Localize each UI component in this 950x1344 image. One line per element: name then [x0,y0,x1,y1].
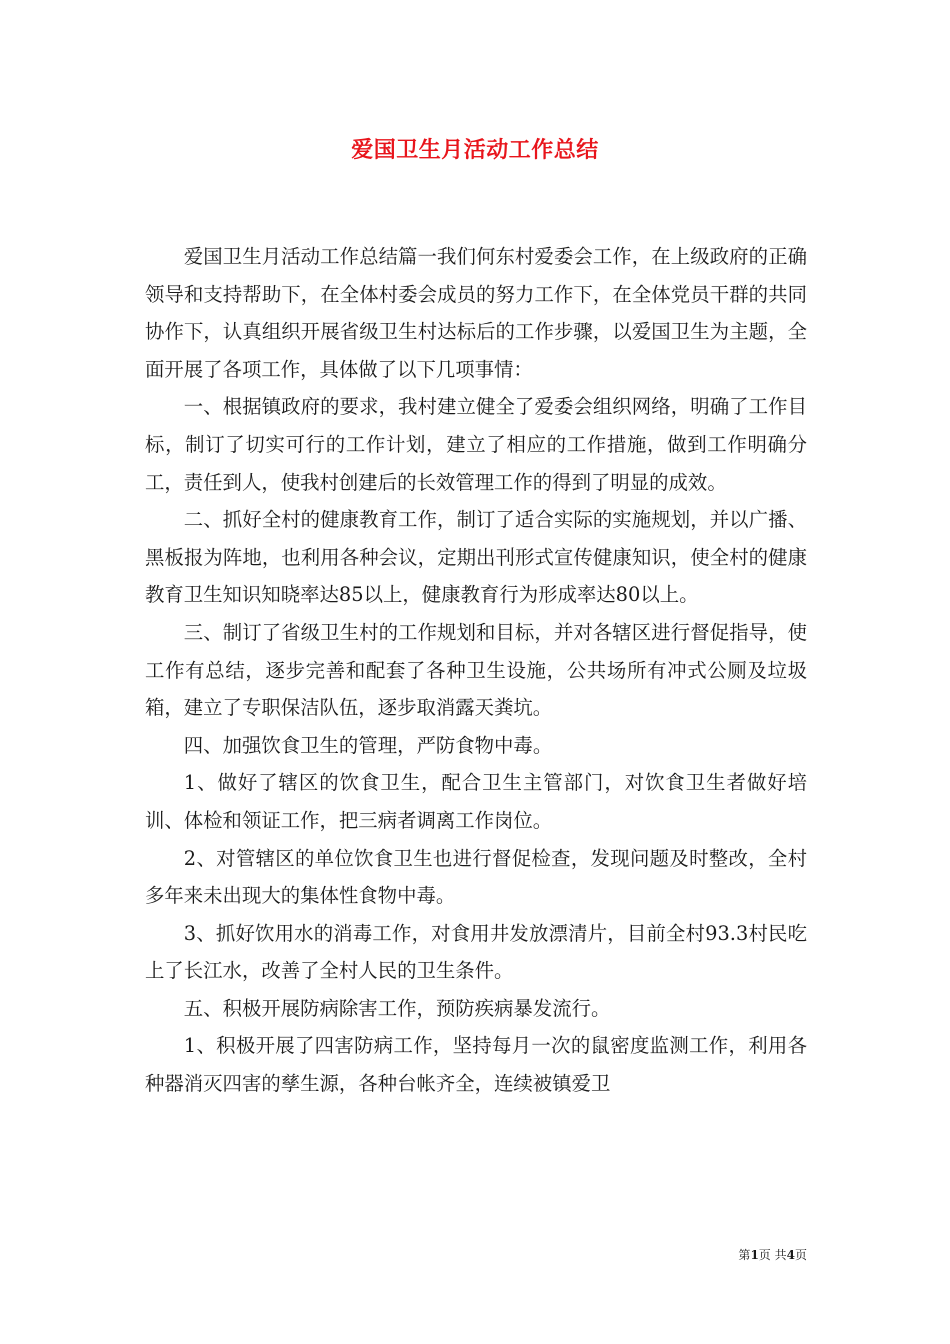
document-title: 爱国卫生月活动工作总结 [351,138,599,163]
paragraph-section-1: 一、根据镇政府的要求，我村建立健全了爱委会组织网络，明确了工作目标，制订了切实可行的工作计划，建立了相应的工作措施，做到工作明确分工，责任到人，使我村创建后的长效管理工作的得到了明显的成效。 [145,395,807,494]
paragraph-section-2: 二、抓好全村的健康教育工作，制订了适合实际的实施规划，并以广播、黑板报为阵地，也利用各种会议，定期出刊形式宣传健康知识，使全村的健康教育卫生知识知晓率达85以上，健康教育行为形成率达80以上。 [145,508,807,607]
paragraph-section-3: 三、制订了省级卫生村的工作规划和目标，并对各辖区进行督促指导，使工作有总结，逐步完善和配套了各种卫生设施，公共场所有冲式公厕及垃圾箱，建立了专职保洁队伍，逐步取消露天粪坑。 [145,620,807,720]
footer-prefix: 第 [738,1248,751,1262]
paragraph-section-4-item-2: 2、对管辖区的单位饮食卫生也进行督促检查，发现问题及时整改，全村多年来未出现大的集体性食物中毒。 [145,846,807,908]
paragraph-section-5-item-1: 1、积极开展了四害防病工作，坚持每月一次的鼠密度监测工作，利用各种器消灭四害的孳生源，各种台帐齐全，连续被镇爱卫 [145,1034,807,1096]
paragraph-section-5: 五、积极开展防病除害工作，预防疾病暴发流行。 [183,996,611,1020]
page-footer [738,1246,807,1263]
paragraph-section-4: 四、加强饮食卫生的管理，严防食物中毒。 [183,733,553,757]
footer-suffix: 页 [794,1248,807,1262]
footer-page-number: 1 [750,1248,759,1262]
document-body [145,238,807,1103]
footer-middle: 页 共 [758,1248,787,1262]
paragraph-section-4-item-1: 1、做好了辖区的饮食卫生，配合卫生主管部门，对饮食卫生者做好培训、体检和领证工作，把三病者调离工作岗位。 [145,771,807,832]
footer-total-pages: 4 [786,1248,795,1262]
paragraph-intro: 爱国卫生月活动工作总结篇一我们何东村爱委会工作，在上级政府的正确领导和支持帮助下，在全体村委会成员的努力工作下，在全体党员干群的共同协作下，认真组织开展省级卫生村达标后的工作步骤，以爱国卫生为主题，全面开展了各项工作，具体做了以下几项事情： [145,245,807,381]
paragraph-section-4-item-3: 3、抓好饮用水的消毒工作，对食用井发放漂清片，目前全村93.3村民吃上了长江水，改善了全村人民的卫生条件。 [145,921,807,983]
